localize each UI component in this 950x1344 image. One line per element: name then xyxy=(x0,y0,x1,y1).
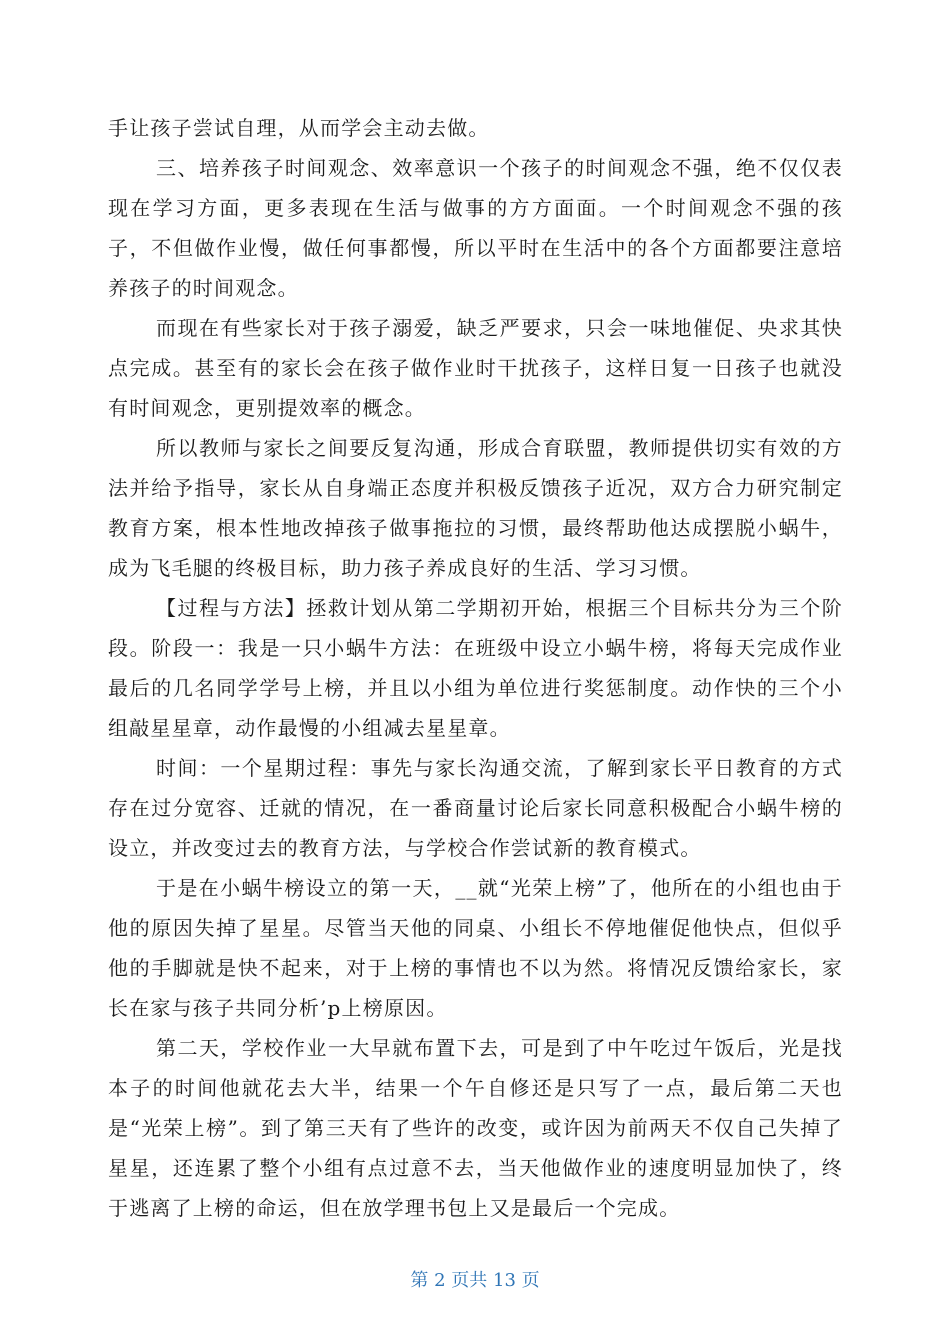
paragraph-teacher-parent-alliance: 所以教师与家长之间要反复沟通，形成合育联盟，教师提供切实有效的方法并给予指导，家长从自身端正态度并积极反馈孩子近况，双方合力研究制定教育方案，根本性地改掉孩子做事拖拉的习惯，最终帮助他达成摆脱小蜗牛，成为飞毛腿的终极目标，助力孩子养成良好的生活、学习习惯。 xyxy=(108,436,843,580)
paragraph-continuation: 手让孩子尝试自理，从而学会主动去做。 xyxy=(108,116,490,140)
paragraph-second-day: 第二天，学校作业一大早就布置下去，可是到了中午吃过午饭后，光是找本子的时间他就花去大半，结果一个午自修还是只写了一点，最后第二天也是“光荣上榜”。到了第三天有了些许的改变，或许因为前两天不仅自己失掉了星星，还连累了整个小组有点过意不去，当天他做作业的速度明显加快了，终于逃离了上榜的命运，但在放学理书包上又是最后一个完成。 xyxy=(108,1036,843,1220)
paragraph-time-concept: 三、培养孩子时间观念、效率意识一个孩子的时间观念不强，绝不仅仅表现在学习方面，更多表现在生活与做事的方方面面。一个时间观念不强的孩子，不但做作业慢，做任何事都慢，所以平时在生活中的各个方面都要注意培养孩子的时间观念。 xyxy=(108,156,843,300)
page-number-footer: 第 2 页共 13 页 xyxy=(410,1270,540,1291)
paragraph-time-process: 时间：一个星期过程：事先与家长沟通交流，了解到家长平日教育的方式存在过分宽容、迁就的情况，在一番商量讨论后家长同意积极配合小蜗牛榜的设立，并改变过去的教育方法，与学校合作尝试新的教育模式。 xyxy=(108,756,843,860)
paragraph-first-day: 于是在小蜗牛榜设立的第一天，__就“光荣上榜”了，他所在的小组也由于他的原因失掉了星星。尽管当天他的同桌、小组长不停地催促他快点，但似乎他的手脚就是快不起来，对于上榜的事情也不以为然。将情况反馈给家长，家长在家与孩子共同分析’p上榜原因。 xyxy=(108,876,843,1020)
paragraph-parents-spoiling: 而现在有些家长对于孩子溺爱，缺乏严要求，只会一味地催促、央求其快点完成。甚至有的家长会在孩子做作业时干扰孩子，这样日复一日孩子也就没有时间观念，更别提效率的概念。 xyxy=(108,316,843,420)
document-body xyxy=(108,108,843,1228)
paragraph-process-and-method: 【过程与方法】拯救计划从第二学期初开始，根据三个目标共分为三个阶段。阶段一：我是一只小蜗牛方法：在班级中设立小蜗牛榜，将每天完成作业最后的几名同学学号上榜，并且以小组为单位进行奖惩制度。动作快的三个小组敲星星章，动作最慢的小组减去星星章。 xyxy=(108,596,843,740)
